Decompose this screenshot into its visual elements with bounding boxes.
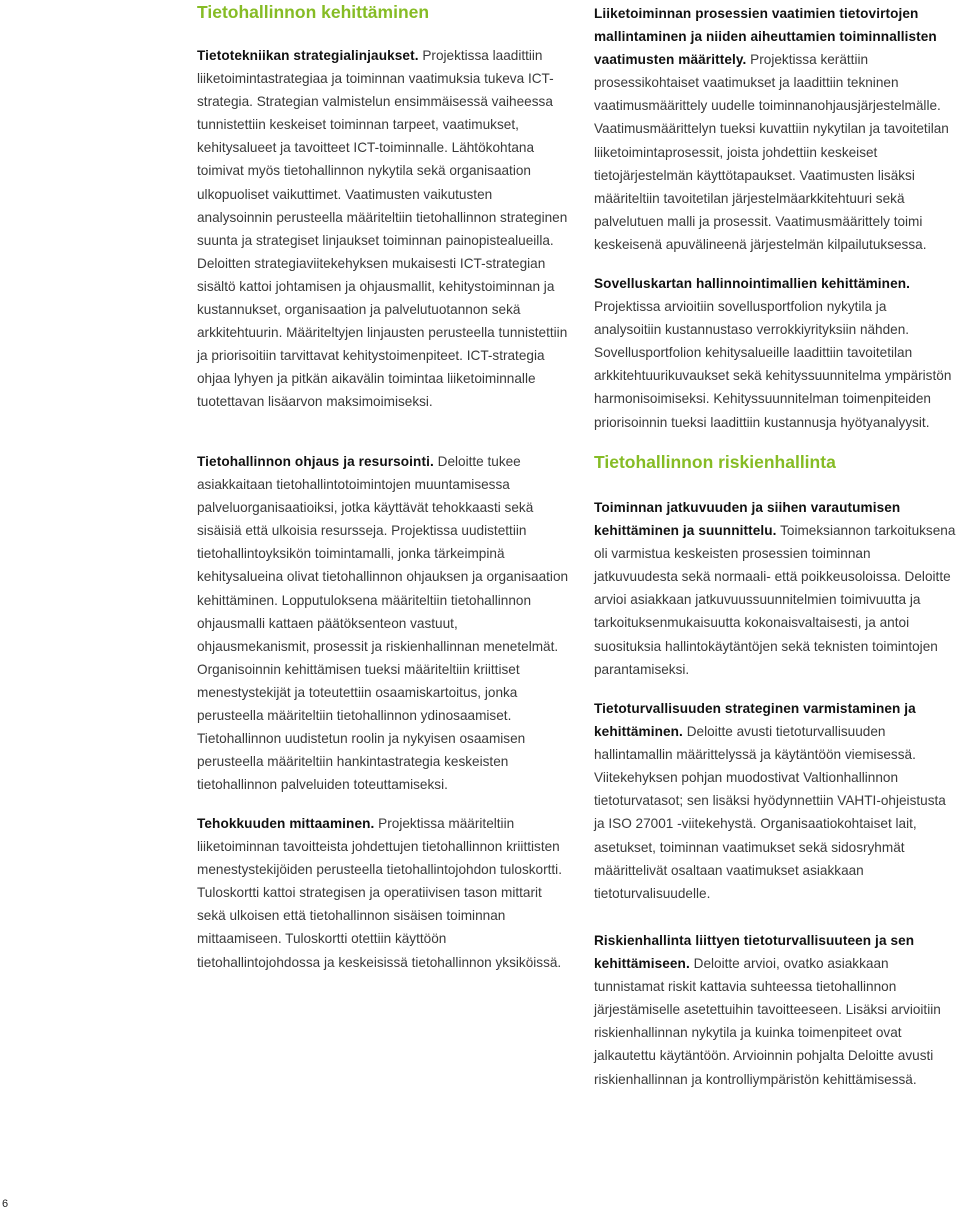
- paragraph-strategialinjaukset: [197, 44, 569, 414]
- paragraph-tehokkuuden-mittaaminen: [197, 812, 569, 974]
- paragraph-lead: Tietoturvallisuuden strateginen varmistaminen ja kehittäminen.: [594, 701, 916, 740]
- paragraph-tietovirtojen-mallintaminen: [594, 2, 956, 256]
- paragraph-lead: Toiminnan jatkuvuuden ja siihen varautumisen kehittäminen ja suunnittelu.: [594, 500, 901, 539]
- page-number: 6: [2, 1198, 9, 1210]
- paragraph-lead: Liiketoiminnan prosessien vaatimien tietovirtojen mallintaminen ja niiden aiheuttamien toiminnallisten vaatimusten määrittely.: [594, 6, 937, 68]
- paragraph-riskienhallinta: [594, 929, 956, 1091]
- paragraph-lead: Riskienhallinta liittyen tietoturvallisuuteen ja sen kehittämiseen.: [594, 933, 915, 972]
- paragraph-lead: Tietohallinnon ohjaus ja resursointi.: [197, 454, 434, 469]
- section-title-kehittaminen: Tietohallinnon kehittäminen: [197, 2, 430, 22]
- paragraph-lead: Tietotekniikan strategialinjaukset.: [197, 48, 419, 63]
- paragraph-lead: Tehokkuuden mittaaminen.: [197, 816, 375, 831]
- paragraph-sovelluskartta: [594, 272, 956, 434]
- paragraph-text: Projektissa kerättiin prosessikohtaiset vaatimukset ja laadittiin tekninen vaatimusmäärittely uudelle toiminnanohjausjärjestelmälle. Vaatimusmäärittelyn tueksi kuvattiin nykytilan ja tavoitetilan liiketoimintaprosessit, joista johdettiin keskeiset tietojärjestelmän käyttötapaukset. Vaatimusten lisäksi määriteltiin tavoitetilan järjestelmäarkkitehtuuri sekä palvelutuen malli ja prosessit. Vaatimusmäärittely toimi keskeisenä apuvälineenä järjestelmän kilpailutuksessa.: [594, 52, 949, 252]
- paragraph-ohjaus-resursointi: [197, 450, 569, 796]
- paragraph-text: Deloitte arvioi, ovatko asiakkaan tunnistamat riskit kattavia suhteessa tietohallinnon järjestämiselle asetettuihin tavoitteeseen. Lisäksi arvioitiin riskienhallinnan nykytila ja kuinka toimenpiteet ovat jalkautettu käytäntöön. Arvioinnin pohjalta Deloitte avusti riskienhallinnan ja kontrolliympäristön kehittämisessä.: [594, 956, 941, 1087]
- paragraph-text: Projektissa arvioitiin sovellusportfolion nykytila ja analysoitiin kustannustaso verrokkiyrityksiin nähden. Sovellusportfolion kehitysalueille laadittiin tavoitetilan arkkitehtuurikuvaukset sekä kehityssuunnitelma ympäristön harmonisoimiseksi. Kehityssuunnitelman toimenpiteiden priorisoinnin tueksi laadittiin kustannusja hyötyanalyysit.: [594, 299, 952, 430]
- paragraph-text: Deloitte avusti tietoturvallisuuden hallintamallin määrittelyssä ja käytäntöön viemisessä. Viitekehyksen pohjan muodostivat Valtionhallinnon tietoturvatasot; sen lisäksi hyödynnettiin VAHTI-ohjeistusta ja ISO 27001 -viitekehystä. Organisaatiokohtaiset lait, asetukset, toiminnan vaatimukset sekä sidosryhmät määrittelivät osaltaan vaatimukset asiakkaan tietoturvalisuudelle.: [594, 724, 946, 901]
- paragraph-text: Deloitte tukee asiakkaitaan tietohallintotoimintojen muuntamisessa palveluorganisaatioiksi, jotka käyttävät tehokkaasti sekä sisäisiä että ulkoisia resursseja. Projektissa uudistettiin tietohallintoyksikön toimintamalli, jonka tärkeimpinä kehitysalueina olivat tietohallinnon ohjauksen ja organisaation kehittäminen. Lopputuloksena määriteltiin tietohallinnon ohjausmalli kattaen päätöksenteon vastuut, ohjausmekanismit, prosessit ja riskienhallinnan menetelmät. Organisoinnin kehittämisen tueksi määriteltiin kriittiset menestystekijät ja toteutettiin osaamiskartoitus, jonka perusteella määriteltiin tietohallinnon ydinosaamiset. Tietohallinnon uudistetun roolin ja nykyisen osaamisen perusteella määriteltiin hankintastrategia keskeisten tietohallinnon palveluiden toteuttamiseksi.: [197, 454, 569, 793]
- paragraph-text: Toimeksiannon tarkoituksena oli varmistua keskeisten prosessien toiminnan jatkuvuudesta sekä normaali- että poikkeusoloissa. Deloitte arvioi asiakkaan jatkuvuussuunnitelmien toimivuutta ja tarkoituksenmukaisuutta kokonaisvaltaisesti, ja antoi suosituksia hallintokäytäntöjen sekä teknisten toimintojen parantamiseksi.: [594, 523, 956, 677]
- paragraph-jatkuvuus: [594, 496, 956, 681]
- paragraph-text: Projektissa laadittiin liiketoimintastrategiaa ja toiminnan vaatimuksia tukeva ICT-strategia. Strategian valmistelun ensimmäisessä vaiheessa tunnistettiin keskeiset toiminnan tarpeet, vaatimukset, kehitysalueet ja tavoitteet ICT-toiminnalle. Lähtökohtana toimivat myös tietohallinnon nykytila sekä organisaation ulkopuoliset vaikuttimet. Vaatimusten vaikutusten analysoinnin perusteella määriteltiin tietohallinnon strateginen suunta ja strategiset linjaukset toiminnan painopistealueilla. Deloitten strategiaviitekehyksen mukaisesti ICT-strategian sisältö kattoi johtamisen ja ohjausmallit, kehitystoiminnan ja kustannukset, organisaation ja palvelutuotannon sekä arkkitehtuurin. Määriteltyjen linjausten perusteella tunnistettiin ja priorisoitiin tarvittavat kehitystoimenpiteet. ICT-strategia ohjaa lyhyen ja pitkän aikavälin toimintaa liiketoiminnalle tuotettavan lisäarvon maksimoimiseksi.: [197, 48, 568, 410]
- section-title-riskienhallinta: Tietohallinnon riskienhallinta: [594, 452, 836, 472]
- paragraph-text: Projektissa määriteltiin liiketoiminnan tavoitteista johdettujen tietohallinnon kriittisten menestystekijöiden perusteella tietohallintojohdon tuloskortti. Tuloskortti kattoi strategisen ja operatiivisen tason mittarit sekä ulkoisen että tietohallinnon sisäisen toiminnan mittaamiseen. Tuloskortti otettiin käyttöön tietohallintojohdossa ja keskeisissä tietohallinnon yksiköissä.: [197, 816, 562, 970]
- paragraph-tietoturvallisuus: [594, 697, 956, 905]
- paragraph-lead: Sovelluskartan hallinnointimallien kehittäminen.: [594, 276, 911, 291]
